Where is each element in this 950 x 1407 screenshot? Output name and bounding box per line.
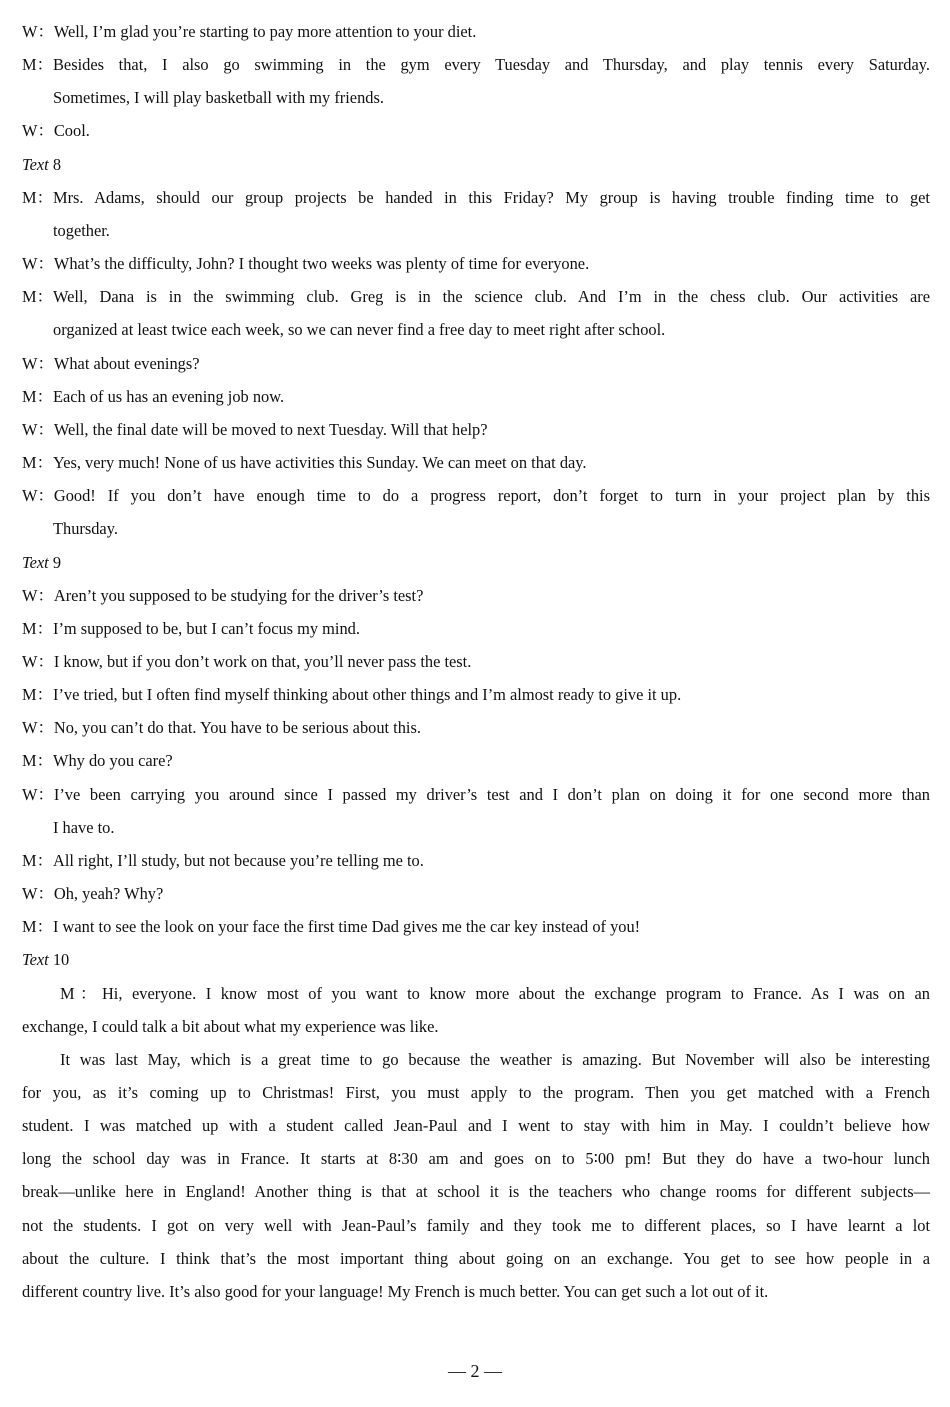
dialogue-text: I’m supposed to be, but I can’t focus my mind. — [53, 618, 360, 638]
paragraph-line: It was last May, which is a great time to go because the weather is amazing. But November will also be interesting — [60, 1049, 930, 1069]
dialogue-first-line — [22, 280, 930, 313]
dialogue-continuation: Thursday. — [53, 519, 118, 539]
dialogue-line — [22, 347, 930, 380]
dialogue-line — [22, 380, 930, 413]
dialogue-text: Oh, yeah? Why? — [53, 884, 164, 904]
dialogue-line — [22, 678, 930, 711]
heading-label: Text — [22, 154, 49, 174]
speaker-label: M： — [22, 751, 53, 771]
dialogue-line — [22, 612, 930, 645]
dialogue-first-line — [22, 479, 930, 512]
dialogue-text: What about evenings? — [53, 353, 200, 373]
dialogue-line — [22, 280, 930, 346]
dialogue-text: No, you can’t do that. You have to be serious about this. — [53, 718, 421, 738]
dialogue-line — [22, 778, 930, 844]
speaker-label: M： — [22, 287, 53, 307]
speaker-label: W： — [22, 585, 54, 605]
dialogue-line — [22, 247, 930, 280]
dialogue-line — [22, 579, 930, 612]
dialogue-text: All right, I’ll study, but not because you’re telling me to. — [53, 850, 424, 870]
dialogue-first-line — [22, 48, 930, 81]
speaker-label: W： — [22, 121, 54, 141]
paragraph-line: for you, as it’s coming up to Christmas! First, you must apply to the program. Then you get matched with a French — [22, 1083, 930, 1102]
paragraph-line: about the culture. I think that’s the most important thing about going on an exchange. You get to see how people in a — [22, 1248, 930, 1268]
dialogue-line — [22, 744, 930, 777]
speaker-label: W： — [22, 718, 54, 738]
speaker-label: W： — [22, 486, 54, 506]
speaker-label: M： — [22, 55, 53, 75]
speaker-label: M： — [22, 187, 53, 207]
dialogue-text: What’s the difficulty, John? I thought two weeks was plenty of time for everyone. — [53, 254, 590, 274]
dialogue-line — [22, 877, 930, 910]
dialogue-line — [22, 48, 930, 114]
text-heading — [22, 943, 930, 976]
dialogue-line — [22, 479, 930, 545]
paragraph-line: long the school day was in France. It starts at 8∶30 am and goes on to 5∶00 pm! But they do have a two-hour lunch — [22, 1149, 930, 1169]
dialogue-continuation: I have to. — [53, 817, 115, 837]
dialogue-text: Well, Dana is in the swimming club. Greg is in the science club. And I’m in the chess club. Our activities are — [53, 287, 930, 307]
dialogue-text: Why do you care? — [53, 751, 173, 771]
speaker-label: W： — [22, 22, 54, 41]
dialogue-line — [22, 645, 930, 678]
speaker-label: W： — [22, 419, 54, 439]
dialogue-text: Mrs. Adams, should our group projects be handed in this Friday? My group is having trouble finding time to get — [53, 187, 930, 207]
dialogue-continuation: organized at least twice each week, so we can never find a free day to meet right after school. — [53, 320, 666, 340]
paragraph-line: exchange, I could talk a bit about what my experience was like. — [22, 1016, 439, 1036]
speaker-label: W： — [22, 254, 54, 274]
heading-label: Text — [22, 552, 49, 572]
dialogue-continuation: Sometimes, I will play basketball with my friends. — [53, 88, 384, 108]
speaker-label: M： — [22, 917, 53, 937]
dialogue-line — [22, 910, 930, 943]
speaker-label: W： — [22, 884, 54, 904]
dialogue-text: I know, but if you don’t work on that, you’ll never pass the test. — [53, 651, 472, 671]
speaker-label: W： — [22, 784, 54, 804]
speaker-label: M： — [22, 453, 53, 473]
dialogue-text: Each of us has an evening job now. — [53, 386, 285, 406]
dialogue-line — [22, 413, 930, 446]
heading-number: 10 — [52, 950, 70, 970]
dialogue-text: Besides that, I also go swimming in the gym every Tuesday and Thursday, and play tennis every Saturday. — [53, 55, 930, 75]
paragraph-line: break—unlike here in England! Another thing is that at school it is the teachers who change rooms for different subjects— — [22, 1182, 930, 1202]
dialogue-text: I’ve been carrying you around since I passed my driver’s test and I don’t plan on doing it for one second more than — [53, 784, 930, 804]
speaker-label: M： — [22, 850, 53, 870]
dialogue-text: Good! If you don’t have enough time to do a progress report, don’t forget to turn in your project plan by this — [53, 486, 930, 506]
dialogue-continuation: together. — [53, 220, 110, 240]
dialogue-text: Well, I’m glad you’re starting to pay more attention to your diet. — [53, 22, 477, 41]
speaker-label: M： — [22, 386, 53, 406]
text-heading — [22, 546, 930, 579]
dialogue-first-line — [22, 778, 930, 811]
monologue-paragraph — [22, 977, 930, 1043]
speaker-label: M： — [22, 618, 53, 638]
dialogue-first-line — [22, 181, 930, 214]
heading-number: 8 — [52, 154, 62, 174]
paragraph-line: not the students. I got on very well with Jean-Paul’s family and they took me to different places, so I have learnt a lot — [22, 1215, 930, 1235]
speaker-label: M： — [22, 685, 53, 705]
dialogue-text: Cool. — [53, 121, 90, 141]
speaker-label: W： — [22, 353, 54, 373]
dialogue-text: Yes, very much! None of us have activities this Sunday. We can meet on that day. — [53, 453, 587, 473]
speaker-label: W： — [22, 651, 54, 671]
page-number: — 2 — — [448, 1361, 502, 1381]
text-heading — [22, 148, 930, 181]
paragraph-line: student. I was matched up with a student called Jean-Paul and I went to stay with him in May. I couldn’t believe how — [22, 1116, 930, 1136]
dialogue-line — [22, 446, 930, 479]
dialogue-line — [22, 15, 930, 48]
paragraph-line: different country live. It’s also good for your language! My French is much better. You can get such a lot out of it. — [22, 1281, 769, 1301]
heading-label: Text — [22, 950, 49, 970]
monologue-paragraph — [22, 1043, 930, 1308]
dialogue-line — [22, 844, 930, 877]
document-page — [22, 15, 930, 1308]
dialogue-line — [22, 181, 930, 247]
dialogue-text: Aren’t you supposed to be studying for the driver’s test? — [53, 585, 424, 605]
dialogue-text: Well, the final date will be moved to next Tuesday. Will that help? — [53, 419, 488, 439]
dialogue-text: I want to see the look on your face the first time Dad gives me the car key instead of you! — [53, 917, 641, 937]
dialogue-text: I’ve tried, but I often find myself thinking about other things and I’m almost ready to give it up. — [53, 685, 682, 705]
dialogue-line — [22, 114, 930, 147]
paragraph-line: M：Hi, everyone. I know most of you want to know more about the exchange program to France. As I was on an — [60, 983, 930, 1003]
dialogue-line — [22, 711, 930, 744]
heading-number: 9 — [52, 552, 62, 572]
